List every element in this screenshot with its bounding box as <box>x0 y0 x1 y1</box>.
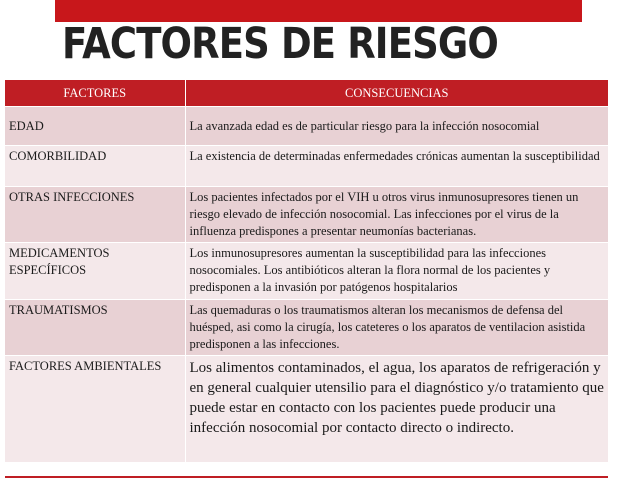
factor-cell: MEDICAMENTOS ESPECÍFICOS <box>5 243 185 300</box>
bottom-accent-line <box>5 476 608 478</box>
table-row <box>5 300 608 356</box>
table-header-row <box>5 80 608 107</box>
factor-cell: EDAD <box>5 107 185 146</box>
consequence-cell: Los alimentos contaminados, el agua, los aparatos de refrigeración y en general cualquier utensilio para el diagnóstico y/o tratamiento que puede estar en contacto con los pacientes puede producir una infección nosocomial por contacto directo o indirecto. <box>185 356 608 463</box>
factor-cell: FACTORES AMBIENTALES <box>5 356 185 463</box>
table-row <box>5 107 608 146</box>
table-row <box>5 243 608 300</box>
column-header-consecuencias: CONSECUENCIAS <box>185 80 608 107</box>
consequence-cell: Las quemaduras o los traumatismos alteran los mecanismos de defensa del huésped, asi como la cirugía, los cateteres o los aparatos de ventilacion asistida predisponen a las infecciones. <box>185 300 608 356</box>
consequence-cell: Los pacientes infectados por el VIH u otros virus inmunosupresores tienen un riesgo elevado de infección nosocomial. Las infecciones por el virus de la influenza predispones a presentar neumonías bacterianas. <box>185 187 608 243</box>
consequence-cell: La avanzada edad es de particular riesgo para la infección nosocomial <box>185 107 608 146</box>
factor-cell: TRAUMATISMOS <box>5 300 185 356</box>
risk-factors-table <box>5 80 608 462</box>
factor-cell: COMORBILIDAD <box>5 146 185 187</box>
factor-cell: OTRAS INFECCIONES <box>5 187 185 243</box>
consequence-cell: La existencia de determinadas enfermedades crónicas aumentan la susceptibilidad <box>185 146 608 187</box>
column-header-factores: FACTORES <box>5 80 185 107</box>
page-title: FACTORES DE RIESGO <box>62 19 498 69</box>
table-row <box>5 356 608 463</box>
table-row <box>5 146 608 187</box>
consequence-cell: Los inmunosupresores aumentan la susceptibilidad para las infecciones nosocomiales. Los antibióticos alteran la flora normal de los pacientes y predisponen a la invasión por patógenos hospitalarios <box>185 243 608 300</box>
table-row <box>5 187 608 243</box>
